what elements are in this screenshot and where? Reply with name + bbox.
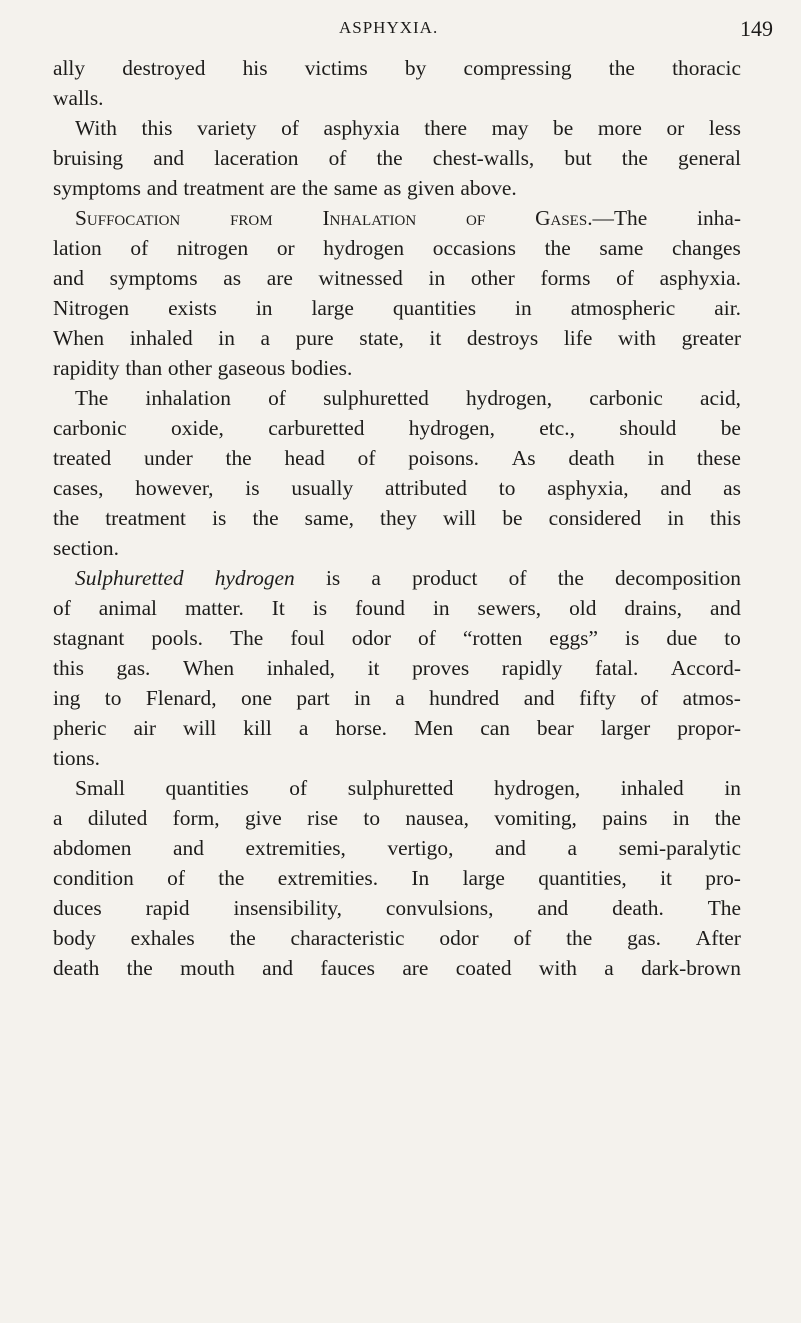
text-line: duces rapid insensibility, convulsions, and death. The (53, 896, 741, 920)
text-line: Nitrogen exists in large quantities in atmospheric air. (53, 296, 741, 320)
running-title: ASPHYXIA. (339, 18, 439, 37)
text-line: treated under the head of poisons. As death in these (53, 446, 741, 470)
text-line: rapidity than other gaseous bodies. (53, 356, 353, 380)
text-line: and symptoms as are witnessed in other forms of asphyxia. (53, 266, 741, 290)
text-line: ally destroyed his victims by compressing the thoracic (53, 56, 741, 80)
text-line: ing to Flenard, one part in a hundred and fifty of atmos- (53, 686, 741, 710)
text-line: The inhalation of sulphuretted hydrogen, carbonic acid, (75, 386, 741, 410)
text-line: Suffocation from Inhalation of Gases.—The inha- (75, 206, 741, 230)
text-line: cases, however, is usually attributed to asphyxia, and as (53, 476, 741, 500)
text-line: a diluted form, give rise to nausea, vomiting, pains in the (53, 806, 741, 830)
body-text (53, 53, 741, 983)
text-line: tions. (53, 746, 100, 770)
text-line: the treatment is the same, they will be considered in this (53, 506, 741, 530)
text-line: With this variety of asphyxia there may be more or less (75, 116, 741, 140)
text-line: walls. (53, 86, 104, 110)
text-line: stagnant pools. The foul odor of “rotten eggs” is due to (53, 626, 741, 650)
text-line: of animal matter. It is found in sewers, old drains, and (53, 596, 741, 620)
text-line: abdomen and extremities, vertigo, and a semi-paralytic (53, 836, 741, 860)
text-line: Sulphuretted hydrogen is a product of the decomposition (75, 566, 741, 590)
text-line: lation of nitrogen or hydrogen occasions the same changes (53, 236, 741, 260)
text-line: section. (53, 536, 119, 560)
text-line: Small quantities of sulphuretted hydrogen, inhaled in (75, 776, 741, 800)
text-line: body exhales the characteristic odor of the gas. After (53, 926, 741, 950)
text-line: condition of the extremities. In large quantities, it pro- (53, 866, 741, 890)
text-line: death the mouth and fauces are coated with a dark-brown (53, 956, 741, 980)
text-line: bruising and laceration of the chest-walls, but the general (53, 146, 741, 170)
running-head (0, 18, 801, 48)
text-line: this gas. When inhaled, it proves rapidly fatal. Accord- (53, 656, 741, 680)
page-number: 149 (740, 16, 773, 41)
text-line: carbonic oxide, carburetted hydrogen, etc., should be (53, 416, 741, 440)
text-line: symptoms and treatment are the same as given above. (53, 176, 517, 200)
text-line: pheric air will kill a horse. Men can bear larger propor- (53, 716, 741, 740)
text-line: When inhaled in a pure state, it destroys life with greater (53, 326, 741, 350)
